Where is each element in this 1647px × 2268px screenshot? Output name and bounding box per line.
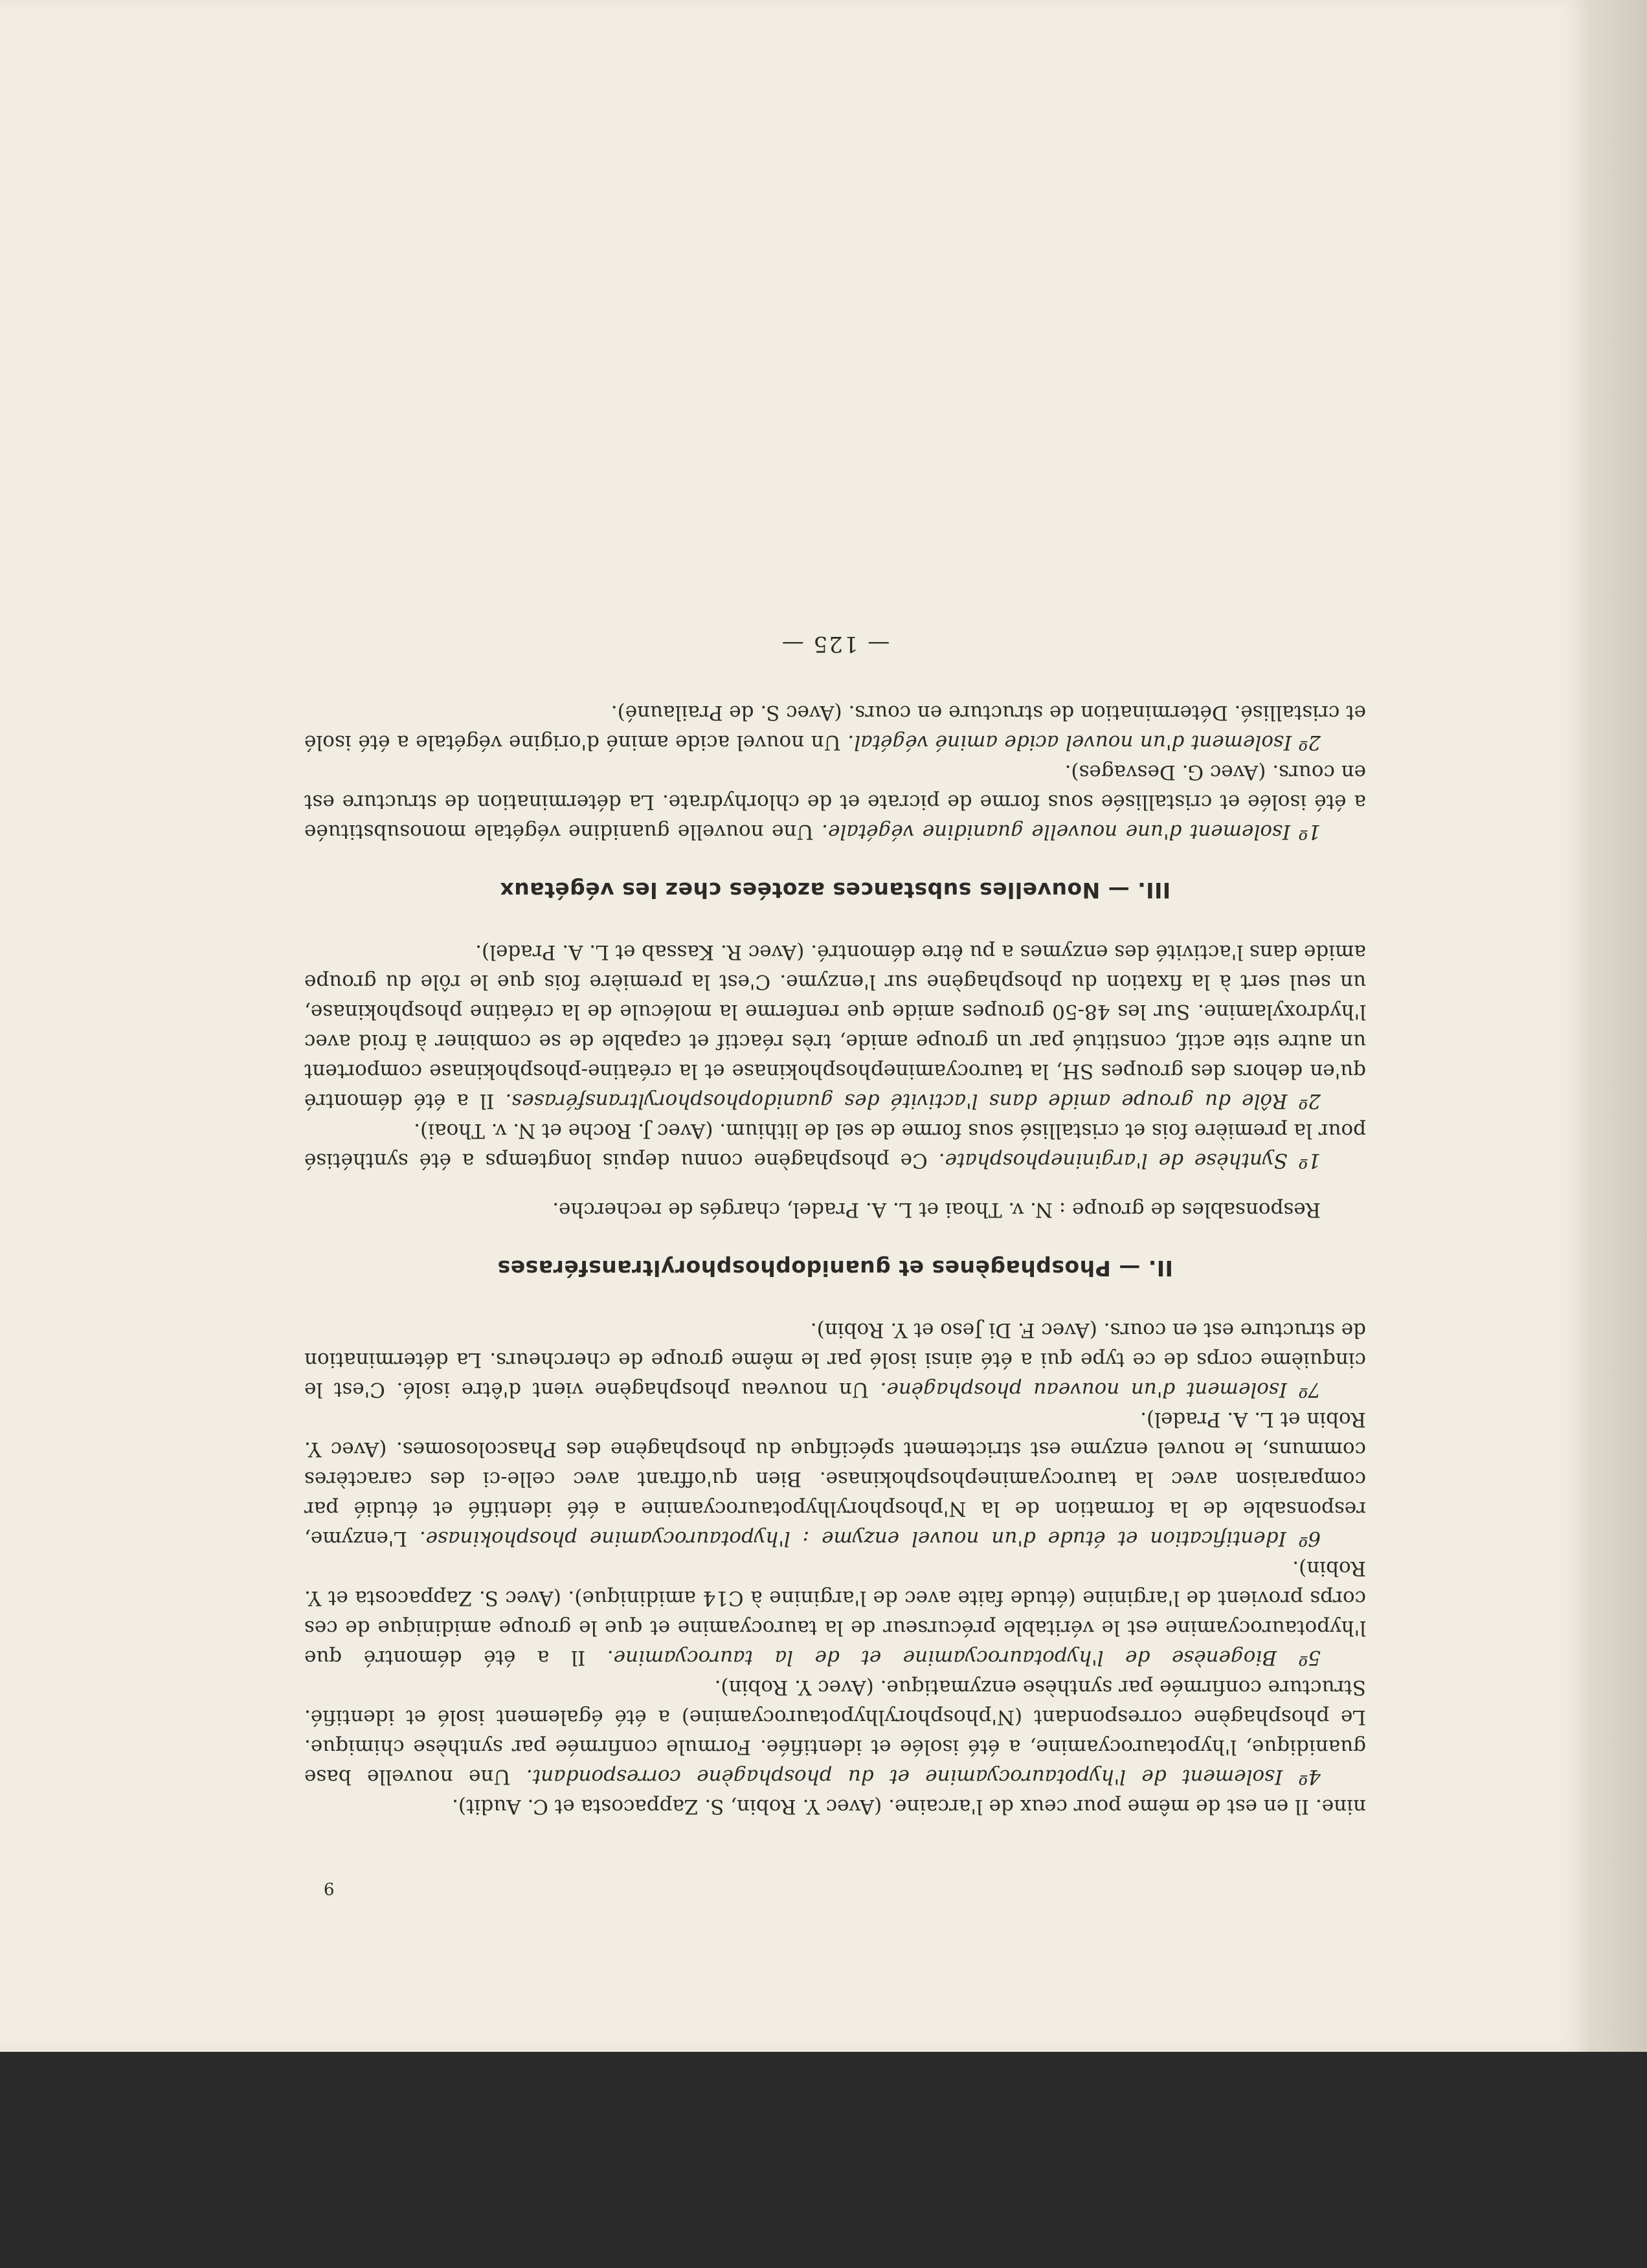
folio: 9 bbox=[324, 1878, 335, 1898]
paragraph-title: 1º Synthèse de l'argininephosphate. bbox=[938, 1149, 1321, 1172]
page-edge bbox=[1593, 0, 1647, 2052]
responsables-line: Responsables de groupe : N. v. Thoai et L. A. Pradel, chargés de recherche. bbox=[552, 1198, 1321, 1221]
paragraph-continuation bbox=[304, 1792, 1366, 1821]
paragraph-text: Il a été démontré que l'hypotaurocyamine est le véritable précurseur de la taurocyamine et que le groupe amidinique de ces corps provient de l'arginine (étude faite avec de l'arginine à C14 amidinique). (Avec S. Zappacosta et Y. Robin). bbox=[304, 1557, 1366, 1669]
paragraph-text: Ce phosphagène connu depuis longtemps a été synthétisé pour la première fois et cristallisé sous forme de sel de lithium. (Avec J. Roche et N. v. Thoai). bbox=[304, 1119, 1366, 1172]
section-heading-3: III. — Nouvelles substances azotées chez les végétaux bbox=[499, 878, 1171, 903]
paragraph-title: 1º Isolement d'une nouvelle guanidine végétale. bbox=[822, 820, 1321, 843]
paragraph-text: Il a été démontré qu'en dehors des groupes SH, la taurocyaminephosphokinase et la créatine-phosphokinase comportent un autre site actif, constitué par un groupe amide, très réactif et capable de se combiner à froid avec l'hydroxylamine. Sur les 48-50 groupes amide que renferme la molécule de la créatine phosphokinase, un seul sert à la fixation du phosphagène sur l'enzyme. C'est la première fois que le rôle du groupe amide dans l'activité des enzymes a pu être démontré. (Avec R. Kassab et L. A. Pradel). bbox=[304, 940, 1366, 1113]
section2-paragraph-2 bbox=[304, 937, 1366, 1116]
paragraph-title: 7º Isolement d'un nouveau phosphagène. bbox=[880, 1378, 1321, 1401]
paragraph-title: 2º Isolement d'un nouvel acide aminé végétal. bbox=[847, 731, 1321, 754]
section3-paragraph-1 bbox=[304, 757, 1366, 847]
paragraph-4 bbox=[304, 1673, 1366, 1792]
paragraph-7 bbox=[304, 1315, 1366, 1405]
section-heading-2: II. — Phosphagènes et guanidophosphoryltransférases bbox=[497, 1256, 1173, 1281]
paragraph-text: L'enzyme, responsable de la formation de la N'phosphorylhypotaurocyamine a été identifié et étudié par comparaison avec la taurocyaminephosphokinase. Bien qu'offrant avec celle-ci des caractères communs, le nouvel enzyme est strictement spécifique du phosphagène des Phascolosomes. (Avec Y. Robin et L. A. Pradel). bbox=[304, 1408, 1366, 1550]
paragraph-text: Une nouvelle base guanidique, l'hypotaurocyamine, a été isolée et identifiée. Formule confirmée par synthèse chimique. Le phosphagène correspondant (N'phosphorylhypotaurocyamine) a été également isolé et identifié. Structure confirmée par synthèse enzymatique. (Avec Y. Robin). bbox=[304, 1676, 1366, 1788]
scan-background bbox=[0, 2052, 1647, 2268]
paragraph-title: 4º Isolement de l'hypotaurocyamine et du phosphagène correspondant. bbox=[526, 1765, 1321, 1788]
paragraph-5 bbox=[304, 1553, 1366, 1673]
paragraph-text: Une nouvelle guanidine végétale monosubstituée a été isolée et cristallisée sous forme de picrate et de chlorhydrate. La détermination de structure est en cours. (Avec G. Desvages). bbox=[304, 761, 1366, 843]
page-number: — 125 — bbox=[780, 631, 890, 657]
paragraph-6 bbox=[304, 1405, 1366, 1553]
paragraph-text: Un nouvel acide aminé d'origine végétale a été isolé et cristallisé. Détermination de structure en cours. (Avec S. de Prailauné). bbox=[304, 701, 1366, 754]
section3-paragraph-2 bbox=[304, 698, 1366, 757]
section2-paragraph-1 bbox=[304, 1116, 1366, 1175]
paragraph-text: nine. Il en est de même pour ceux de l'arcaine. (Avec Y. Robin, S. Zappacosta et C. Audit). bbox=[452, 1795, 1366, 1818]
paragraph-text: Un nouveau phosphagène vient d'être isolé. C'est le cinquième corps de ce type qui a été ainsi isolé par le même groupe de chercheurs. La détermination de structure est en cours. (Avec F. Di Jeso et Y. Robin). bbox=[304, 1318, 1366, 1401]
paragraph-title: 5º Biogenèse de l'hypotaurocyamine et de la taurocyamine. bbox=[607, 1646, 1321, 1669]
paragraph-title: 2º Rôle du groupe amide dans l'activité des guanidophosphoryltransférases. bbox=[505, 1089, 1321, 1113]
paragraph-title: 6º Identification et étude d'un nouvel enzyme : l'hypotaurocyamine phosphokinase. bbox=[419, 1527, 1321, 1550]
page-content bbox=[304, 142, 1366, 1903]
